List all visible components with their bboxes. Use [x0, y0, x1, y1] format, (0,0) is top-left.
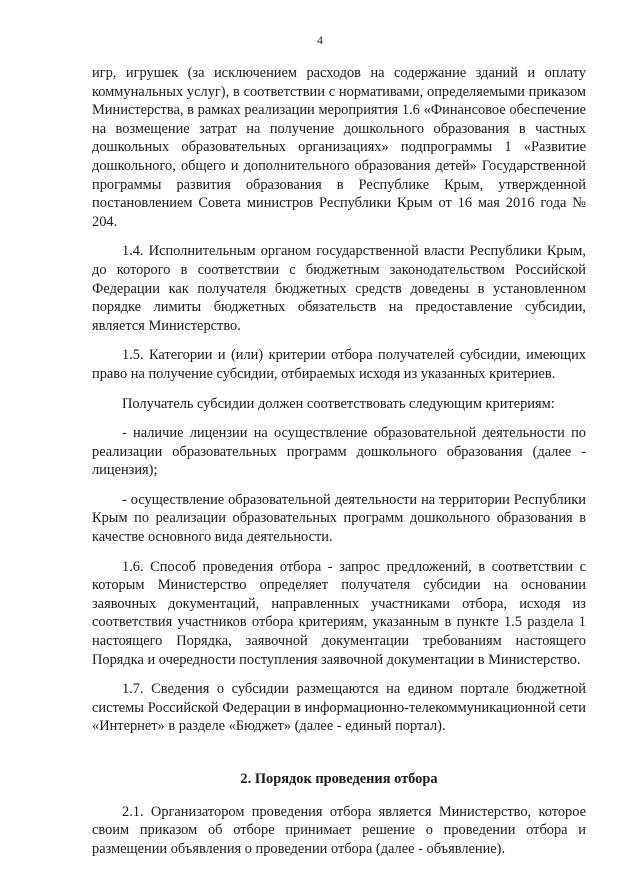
paragraph-2-1: 2.1. Организатором проведения отбора является Министерство, которое своим приказом об отборе принимает решение о проведении отбора и размещении объявления о проведении отбора (далее - объявление). [92, 803, 586, 857]
page-number: 4 [317, 33, 323, 47]
paragraph-1-5: 1.5. Категории и (или) критерии отбора получателей субсидии, имеющих право на получение субсидии, отбираемых исходя из указанных критериев. [92, 347, 586, 382]
paragraph-continuation: игр, игрушек (за исключением расходов на содержание зданий и оплату коммунальных услуг), в соответствии с нормативами, определяемыми приказом Министерства, в рамках реализации мероприятия 1.6 «Финансовое обеспечение на возмещение затрат на получение дошкольного образования в частных дошкольных образовательных организациях» подпрограммы 1 «Развитие дошкольного, общего и дополнительного образования детей» Государственной программы развития образования в Республике Крым, утвержденной постановлением Совета министров Республики Крым от 16 мая 2016 года № 204. [92, 65, 586, 230]
paragraph-1-6: 1.6. Способ проведения отбора - запрос предложений, в соответствии с которым Министерство определяет получателя субсидии на основании заявочных документаций, направленных участниками отбора, исходя из соответствия участников отбора критериям, указанным в пункте 1.5 раздела 1 настоящего Порядка, заявочной документации требованиям настоящего Порядка и очередности поступления заявочной документации в Министерство. [92, 558, 586, 668]
paragraph-criteria-intro: Получатель субсидии должен соответствовать следующим критериям: [122, 395, 555, 412]
criterion-license: - наличие лицензии на осуществление образовательной деятельности по реализации образовательных программ дошкольного образования (далее - лицензия); [92, 425, 586, 479]
section-heading: 2. Порядок проведения отбора [240, 771, 438, 787]
criterion-activity: - осуществление образовательной деятельности на территории Республики Крым по реализации образовательных программ дошкольного образования в качестве основного вида деятельности. [92, 491, 586, 546]
paragraph-1-7: 1.7. Сведения о субсидии размещаются на едином портале бюджетной системы Российской Федерации в информационно-телекоммуникационной сети «Интернет» в разделе «Бюджет» (далее - единый портал). [92, 681, 586, 735]
document-body [92, 64, 586, 858]
paragraph-1-4: 1.4. Исполнительным органом государственной власти Республики Крым, до которого в соответствии с бюджетным законодательством Российской Федерации как получателя бюджетных средств доведены в установленном порядке лимиты бюджетных обязательств на предоставление субсидии, является Министерство. [92, 243, 586, 334]
